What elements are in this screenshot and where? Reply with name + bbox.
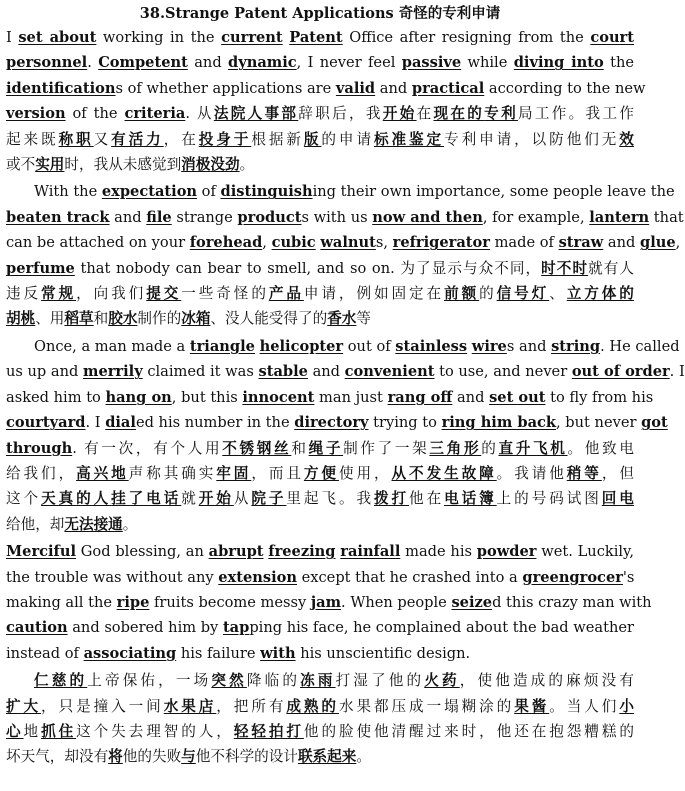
text-line: 仁慈的上帝保佑，一场突然降临的冻雨打湿了他的火药，使他造成的麻烦没有 xyxy=(34,672,634,690)
vocab-term: 轻轻拍打 xyxy=(233,722,304,740)
vocab-term: distinguish xyxy=(220,183,313,201)
vocab-term: 高兴地 xyxy=(76,464,129,482)
para-1-en xyxy=(6,25,646,177)
vocab-term: beaten track xyxy=(6,208,110,226)
text-line: beaten track and file strange products with us now and then, for example, lantern that xyxy=(6,208,684,226)
vocab-term: 胶水 xyxy=(108,310,138,328)
vocab-term: 常规 xyxy=(41,285,77,303)
vocab-term: version xyxy=(6,105,66,123)
vocab-term: 成熟的 xyxy=(286,697,339,715)
text-line: 或不实用时，我从未感觉到消极没劲。 xyxy=(6,156,255,174)
vocab-term: 有活力 xyxy=(111,130,164,148)
vocab-term: forehead xyxy=(189,234,263,252)
text-line: us up and merrily claimed it was stable and convenient to use, and never out of order. I xyxy=(6,363,685,381)
text-line: 心地抓住这个失去理智的人，轻轻拍打他的脸使他清醒过来时，他还在抱怨糟糕的 xyxy=(6,722,634,740)
text-line: 坏天气，却没有将他的失败与他不科学的设计联系起来。 xyxy=(6,748,371,766)
vocab-term: directory xyxy=(294,414,369,432)
vocab-term: 信号灯 xyxy=(496,285,550,303)
vocab-term: valid xyxy=(335,79,376,97)
vocab-term: 从不发生故障 xyxy=(391,464,497,482)
vocab-term: criteria xyxy=(124,105,186,123)
vocab-term: 将 xyxy=(108,748,123,766)
vocab-term: associating xyxy=(83,644,177,662)
vocab-term: caution xyxy=(6,619,68,637)
vocab-term: 开始 xyxy=(382,105,417,123)
vocab-term: stainless xyxy=(395,337,468,355)
vocab-term: walnut xyxy=(320,234,376,252)
vocab-term: 稍等 xyxy=(566,464,602,482)
vocab-term: 突然 xyxy=(211,672,247,690)
para-3 xyxy=(6,334,685,537)
vocab-term: product xyxy=(237,208,302,226)
vocab-term: string xyxy=(551,337,601,355)
vocab-term: 版 xyxy=(303,130,322,148)
vocab-term: refrigerator xyxy=(392,234,490,252)
text-line: instead of associating his failure with his unscientific design. xyxy=(6,644,471,662)
vocab-term: 牢固 xyxy=(216,464,252,482)
vocab-term: rainfall xyxy=(340,543,401,561)
vocab-term: 没劲 xyxy=(210,156,240,174)
text-line: personnel. Competent and dynamic, I never feel passive while diving into the xyxy=(6,54,634,72)
vocab-term: 消极 xyxy=(181,156,211,174)
vocab-term: 仁慈的 xyxy=(34,672,88,690)
vocab-term: 心 xyxy=(6,722,24,740)
vocab-term: now and then xyxy=(372,208,483,226)
vocab-term: Merciful xyxy=(6,543,76,561)
text-line: making all the ripe fruits become messy jam. When people seized this crazy man with xyxy=(6,593,652,611)
vocab-term: 拨打 xyxy=(374,490,410,508)
text-line: With the expectation of distinguishing their own importance, some people leave the xyxy=(34,183,675,201)
vocab-term: 无法接通 xyxy=(64,515,123,533)
vocab-term: 火药 xyxy=(424,672,460,690)
vocab-term: set out xyxy=(489,388,546,406)
vocab-term: practical xyxy=(411,79,485,97)
vocab-term: 立方体的 xyxy=(566,285,634,303)
vocab-term: 扩大 xyxy=(6,697,42,715)
vocab-term: 提交 xyxy=(146,285,182,303)
vocab-term: court xyxy=(590,29,634,46)
vocab-term: got xyxy=(641,414,668,432)
vocab-term: set about xyxy=(18,29,97,46)
text-line: 违反常规，向我们提交一些奇怪的产品申请，例如固定在前额的信号灯、立方体的 xyxy=(6,285,634,303)
text-line: asked him to hang on, but this innocent man just rang off and set out to fly from his xyxy=(6,388,654,406)
document-title: 38.Strange Patent Applications 奇怪的专利申请 xyxy=(139,5,501,22)
text-line: 胡桃、用稻草和胶水制作的冰箱、没人能受得了的香水等 xyxy=(6,310,371,328)
vocab-term: 投身于 xyxy=(198,130,252,148)
vocab-term: 果酱 xyxy=(514,697,550,715)
vocab-term: 胡桃 xyxy=(6,310,36,328)
vocab-term: passive xyxy=(401,54,462,72)
vocab-term: hang on xyxy=(105,388,172,406)
para-2 xyxy=(6,179,684,331)
vocab-term: 回电 xyxy=(601,490,634,508)
vocab-term: 称职 xyxy=(58,130,94,148)
vocab-term: abrupt xyxy=(208,543,264,561)
vocab-term: jam xyxy=(310,593,342,611)
vocab-term: tap xyxy=(222,619,250,637)
vocab-term: freezing xyxy=(268,543,336,561)
vocab-term: merrily xyxy=(83,363,143,381)
vocab-term: seize xyxy=(451,593,493,611)
text-line: I set about working in the current Patent Office after resigning from the court xyxy=(6,29,634,46)
vocab-term: convenient xyxy=(344,363,435,381)
vocab-term: 直升飞机 xyxy=(498,439,568,457)
vocab-term: 前额 xyxy=(444,285,480,303)
vocab-term: glue xyxy=(639,234,676,252)
vocab-term: 效 xyxy=(619,130,634,148)
vocab-term: through xyxy=(6,439,73,457)
vocab-term: 联系起来 xyxy=(297,748,357,766)
vocab-term: wire xyxy=(471,337,507,355)
vocab-term: with xyxy=(260,644,296,662)
vocab-term: 方便 xyxy=(303,464,339,482)
text-line: courtyard. I dialed his number in the directory trying to ring him back, but never got xyxy=(6,414,668,432)
vocab-term: 实用 xyxy=(35,156,65,174)
vocab-term: current xyxy=(221,29,283,46)
vocab-term: 鉴定 xyxy=(409,130,445,148)
text-line: Merciful God blessing, an abrupt freezing rainfall made his powder wet. Luckily, xyxy=(6,543,634,561)
vocab-term: identification xyxy=(6,79,116,97)
text-line: 这个天真的人挂了电话就开始从院子里起飞。我拨打他在电话簿上的号码试图回电 xyxy=(6,490,634,508)
vocab-term: helicopter xyxy=(259,337,344,355)
vocab-term: 不锈钢丝 xyxy=(222,439,292,457)
vocab-term: 绳子 xyxy=(308,439,344,457)
text-line: through. 有一次，有个人用不锈钢丝和绳子制作了一架三角形的直升飞机。他致电 xyxy=(6,439,634,457)
vocab-term: 开始 xyxy=(198,490,234,508)
text-line: perfume that nobody can bear to smell, and so on. 为了显示与众不同，时不时就有人 xyxy=(6,259,634,277)
vocab-term: triangle xyxy=(189,337,255,355)
vocab-term: 时不时 xyxy=(541,259,589,277)
text-line: version of the criteria. 从法院人事部辞职后，我开始在现在的专利局工作。我工作 xyxy=(6,105,634,123)
vocab-term: 水果店 xyxy=(163,697,217,715)
vocab-term: 三角形 xyxy=(429,439,482,457)
vocab-term: diving into xyxy=(513,54,604,72)
para-4 xyxy=(6,539,652,666)
vocab-term: file xyxy=(146,208,172,226)
vocab-term: innocent xyxy=(242,388,315,406)
vocab-term: 现在的 xyxy=(433,105,485,123)
text-line: can be attached on your forehead, cubic walnuts, refrigerator made of straw and glue, xyxy=(6,234,681,252)
vocab-term: 院子 xyxy=(251,490,287,508)
vocab-term: dial xyxy=(105,414,136,432)
text-line: Once, a man made a triangle helicopter out of stainless wires and string. He called xyxy=(34,337,680,355)
vocab-term: 香水 xyxy=(327,310,357,328)
vocab-term: 专利 xyxy=(484,105,518,123)
vocab-term: lantern xyxy=(589,208,650,226)
vocab-term: 与 xyxy=(181,748,196,766)
vocab-term: greengrocer xyxy=(522,568,623,586)
vocab-term: courtyard xyxy=(6,414,86,432)
document-body xyxy=(6,25,685,770)
vocab-term: dynamic xyxy=(228,54,297,72)
vocab-term: out of order xyxy=(571,363,670,381)
text-line: the trouble was without any extension except that he crashed into a greengrocer's xyxy=(6,568,635,586)
text-line: caution and sobered him by tapping his face, he complained about the bad weather xyxy=(6,619,634,637)
vocab-term: 挂了电话 xyxy=(111,490,182,508)
vocab-term: ripe xyxy=(116,593,150,611)
vocab-term: rang off xyxy=(387,388,453,406)
vocab-term: stable xyxy=(258,363,308,381)
vocab-term: 冻雨 xyxy=(300,672,336,690)
vocab-term: Competent xyxy=(98,54,188,72)
text-line: 给他，却无法接通。 xyxy=(6,515,138,533)
vocab-term: cubic xyxy=(271,234,316,252)
vocab-term: 天真的人 xyxy=(41,490,112,508)
vocab-term: 冰箱 xyxy=(181,310,211,328)
vocab-term: 产品 xyxy=(268,285,304,303)
vocab-term: personnel xyxy=(6,54,88,72)
vocab-term: 抓住 xyxy=(41,722,77,740)
vocab-term: ring him back xyxy=(441,414,557,432)
text-line: 扩大，只是撞入一间水果店，把所有成熟的水果都压成一塌糊涂的果酱。当人们小 xyxy=(6,697,634,715)
text-line: identifications of whether applications are valid and practical according to the new xyxy=(6,79,646,97)
vocab-term: expectation xyxy=(101,183,198,201)
vocab-term: powder xyxy=(476,543,537,561)
para-5 xyxy=(6,668,634,770)
vocab-term: 小 xyxy=(619,697,634,715)
vocab-term: 标准 xyxy=(373,130,410,148)
text-line: 给我们，高兴地声称其确实牢固，而且方便使用，从不发生故障。我请他稍等，但 xyxy=(6,464,634,482)
vocab-term: extension xyxy=(218,568,297,586)
vocab-term: 法院人事部 xyxy=(213,105,299,123)
vocab-term: perfume xyxy=(6,259,75,277)
vocab-term: 电话簿 xyxy=(444,490,497,508)
vocab-term: Patent xyxy=(289,29,343,46)
vocab-term: straw xyxy=(558,234,604,252)
vocab-term: 稻草 xyxy=(64,310,94,328)
text-line: 起来既称职又有活力，在投身于根据新版的申请标准鉴定专利申请，以防他们无效 xyxy=(6,130,634,148)
